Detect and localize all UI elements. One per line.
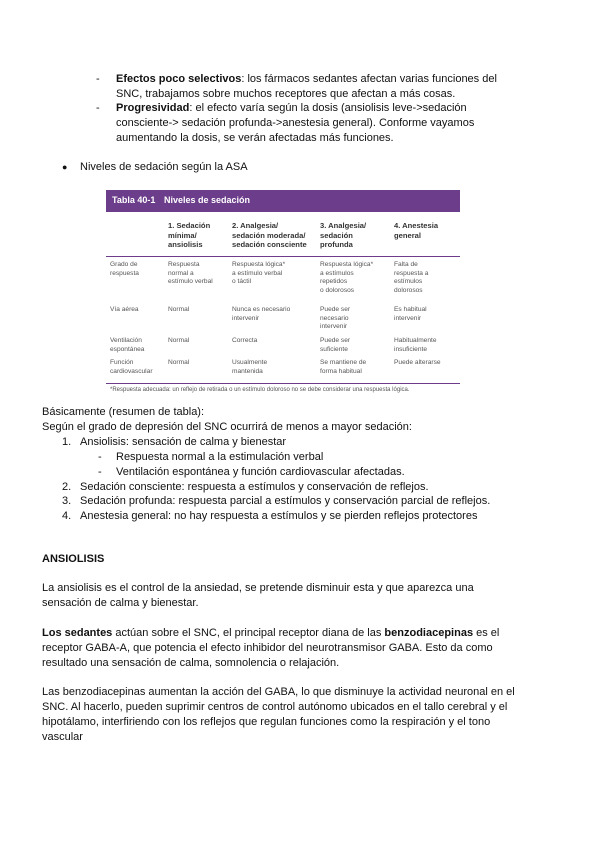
table-cell: Puede ser suficiente [320, 337, 351, 353]
row-label: Grado de respuesta [110, 261, 139, 277]
list-number: 4. [62, 510, 72, 522]
term-bold: Efectos poco selectivos [116, 73, 242, 85]
table-cell: Respuesta lógica* a estímulos repetidos o dolorosos [320, 261, 374, 294]
table-cell: Puede ser necesario intervenir [320, 306, 351, 331]
column-header: 4. Anestesia general [394, 221, 439, 240]
table-cell: Normal [168, 337, 190, 344]
bullet-dot-icon: ● [62, 162, 68, 172]
paragraph-line: La ansiolisis es el control de la ansiedad, se pretende disminuir esta y que aparezca una [42, 582, 474, 594]
table-cell: Es habitual intervenir [394, 306, 427, 322]
list-item [116, 72, 497, 87]
dash-bullet: - [96, 73, 100, 85]
list-item: Sedación consciente: respuesta a estímulos y conservación de reflejos. [80, 481, 429, 493]
table-rule [106, 383, 460, 384]
paragraph-line: SNC. Al hacerlo, pueden suprimir centros de control autónomo ubicados en el tallo cerebral y el [42, 701, 508, 713]
table-cell: Se mantiene de forma habitual [320, 359, 367, 375]
table-cell: Correcta [232, 337, 258, 344]
row-label: Función cardiovascular [110, 359, 153, 375]
item-text: : los fármacos sedantes afectan varias funciones del [241, 73, 497, 85]
sub-item: Ventilación espontánea y función cardiovascular afectadas. [116, 466, 405, 478]
list-item: Anestesia general: no hay respuesta a estímulos y se pierden reflejos protectores [80, 510, 478, 522]
paragraph-line: Los sedantes actúan sobre el SNC, el principal receptor diana de las benzodiacepinas es el [42, 627, 500, 639]
sedation-table-figure [106, 190, 460, 397]
dash-bullet: - [96, 102, 100, 114]
section-heading: ANSIOLISIS [42, 553, 105, 565]
table-cell: Habitualmente insuficiente [394, 337, 437, 353]
paragraph-line: vascular [42, 731, 83, 743]
list-number: 1. [62, 436, 72, 448]
table-footnote: *Respuesta adecuada: un reflejo de retirada o un estímulo doloroso no se debe considerar una respuesta lógica. [110, 387, 410, 393]
list-item: Ansiolisis: sensación de calma y bienestar [80, 436, 287, 448]
table-title: Niveles de sedación [164, 195, 251, 205]
list-item: Sedación profunda: respuesta parcial a estímulos y conservación parcial de reflejos. [80, 495, 491, 507]
paragraph-line: receptor GABA-A, que potencia el efecto inhibidor del neurotransmisor GABA. Esto da como [42, 642, 493, 654]
paragraph-line: hipotálamo, interfiriendo con los reflejos que regulan funciones como la respiración y el tono [42, 716, 491, 728]
list-number: 3. [62, 495, 72, 507]
term-bold: Los sedantes [42, 627, 113, 639]
table-rule [106, 256, 460, 257]
row-label: Vía aérea [110, 306, 139, 313]
summary-intro: Básicamente (resumen de tabla): [42, 406, 205, 418]
summary-intro: Según el grado de depresión del SNC ocurrirá de menos a mayor sedación: [42, 421, 412, 433]
item-text-cont: aumentando la dosis, se verán afectadas más funciones. [116, 132, 394, 144]
table-tag: Tabla 40-1 [112, 195, 156, 205]
table-cell: Nunca es necesario intervenir [232, 306, 291, 322]
list-item [116, 101, 467, 116]
table-cell: Respuesta normal a estímulo verbal [168, 261, 213, 286]
paragraph-line: resultado una sensación de calma, somnolencia o relajación. [42, 657, 340, 669]
list-number: 2. [62, 481, 72, 493]
table-cell: Usualmente mantenida [232, 359, 268, 375]
sub-item: Respuesta normal a la estimulación verbal [116, 451, 324, 463]
item-text: : el efecto varía según la dosis (ansiolisis leve->sedación [189, 102, 467, 114]
table-header-bar [106, 190, 460, 212]
table-cell: Falta de respuesta a estímulos dolorosos [394, 261, 429, 294]
paragraph-line: Las benzodiacepinas aumentan la acción del GABA, lo que disminuye la actividad neuronal en el [42, 686, 515, 698]
table-cell: Normal [168, 306, 190, 313]
item-text-cont: SNC, trabajamos sobre muchos receptores que afectan a más cosas. [116, 88, 456, 100]
column-header: 3. Analgesia/ sedación profunda [320, 221, 367, 249]
item-text-cont: consciente-> sedación profunda->anestesia general). Conforme vayamos [116, 117, 475, 129]
term-bold: Progresividad [116, 102, 190, 114]
dash-bullet: - [98, 466, 102, 478]
asa-bullet-text: Niveles de sedación según la ASA [80, 161, 248, 173]
row-label: Ventilación espontánea [110, 337, 145, 353]
table-cell: Normal [168, 359, 190, 366]
column-header: 1. Sedación mínima/ ansiolisis [168, 221, 211, 249]
paragraph-line: sensación de calma y bienestar. [42, 597, 199, 609]
dash-bullet: - [98, 451, 102, 463]
table-cell: Respuesta lógica* a estímulo verbal o táctil [232, 261, 286, 286]
term-bold: benzodiacepinas [384, 627, 474, 639]
table-cell: Puede alterarse [394, 359, 441, 366]
column-header: 2. Analgesia/ sedación moderada/ sedación consciente [232, 221, 307, 249]
